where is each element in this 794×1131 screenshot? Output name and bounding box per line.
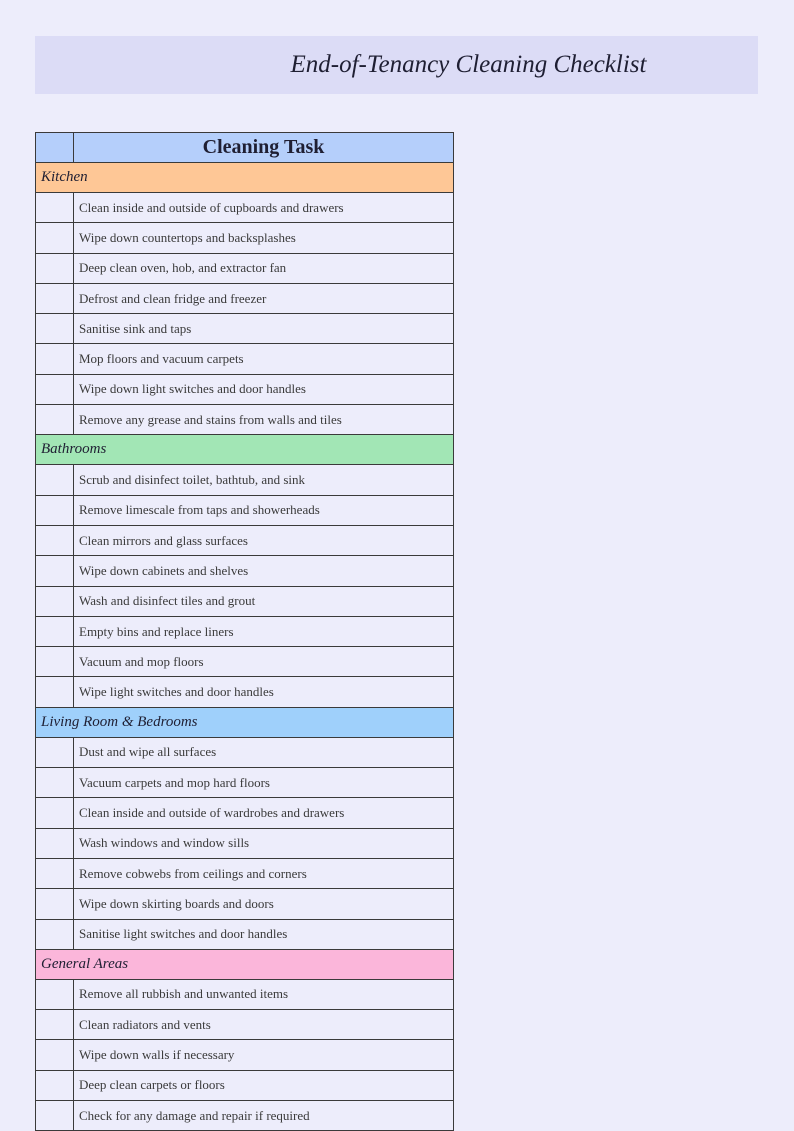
task-cell: Deep clean oven, hob, and extractor fan [74, 253, 454, 283]
checkbox-cell[interactable] [36, 889, 74, 919]
checkbox-cell[interactable] [36, 525, 74, 555]
checkbox-cell[interactable] [36, 253, 74, 283]
table-row [36, 768, 454, 798]
task-cell: Wipe down walls if necessary [74, 1040, 454, 1070]
title-banner [35, 36, 758, 94]
table-row [36, 979, 454, 1009]
task-cell: Wipe down light switches and door handles [74, 374, 454, 404]
checkbox-cell[interactable] [36, 344, 74, 374]
checkbox-cell[interactable] [36, 1010, 74, 1040]
checkbox-cell[interactable] [36, 405, 74, 435]
checkbox-cell[interactable] [36, 495, 74, 525]
table-row [36, 1010, 454, 1040]
checkbox-cell[interactable] [36, 737, 74, 767]
section-heading: General Areas [36, 949, 454, 979]
table-row [36, 798, 454, 828]
section-heading: Kitchen [36, 163, 454, 193]
table-row [36, 677, 454, 707]
task-cell: Deep clean carpets or floors [74, 1070, 454, 1100]
checkbox-cell[interactable] [36, 858, 74, 888]
table-row [36, 283, 454, 313]
task-cell: Vacuum and mop floors [74, 647, 454, 677]
task-cell: Sanitise light switches and door handles [74, 919, 454, 949]
task-cell: Clean inside and outside of wardrobes and drawers [74, 798, 454, 828]
task-cell: Check for any damage and repair if required [74, 1101, 454, 1131]
table-row [36, 465, 454, 495]
task-cell: Empty bins and replace liners [74, 616, 454, 646]
table-row [36, 525, 454, 555]
table-row [36, 616, 454, 646]
task-cell: Wipe down skirting boards and doors [74, 889, 454, 919]
table-row [36, 223, 454, 253]
task-cell: Remove any grease and stains from walls and tiles [74, 405, 454, 435]
task-cell: Remove cobwebs from ceilings and corners [74, 858, 454, 888]
section-row [36, 163, 454, 193]
table-row [36, 1101, 454, 1131]
task-cell: Vacuum carpets and mop hard floors [74, 768, 454, 798]
page-title: End-of-Tenancy Cleaning Checklist [290, 51, 647, 78]
checkbox-cell[interactable] [36, 677, 74, 707]
section-row [36, 707, 454, 737]
table-header-row [36, 133, 454, 163]
table-row [36, 919, 454, 949]
checkbox-cell[interactable] [36, 586, 74, 616]
table-row [36, 344, 454, 374]
checkbox-cell[interactable] [36, 1040, 74, 1070]
checkbox-cell[interactable] [36, 283, 74, 313]
section-row [36, 949, 454, 979]
section-heading: Bathrooms [36, 435, 454, 465]
table-row [36, 253, 454, 283]
checkbox-cell[interactable] [36, 223, 74, 253]
task-cell: Remove all rubbish and unwanted items [74, 979, 454, 1009]
checkbox-cell[interactable] [36, 374, 74, 404]
table-row [36, 1040, 454, 1070]
checkbox-cell[interactable] [36, 798, 74, 828]
table-row [36, 556, 454, 586]
checkbox-cell[interactable] [36, 979, 74, 1009]
table-row [36, 737, 454, 767]
table-row [36, 1070, 454, 1100]
table-row [36, 647, 454, 677]
task-cell: Clean radiators and vents [74, 1010, 454, 1040]
task-cell: Scrub and disinfect toilet, bathtub, and sink [74, 465, 454, 495]
checkbox-cell[interactable] [36, 768, 74, 798]
table-row [36, 374, 454, 404]
table-row [36, 586, 454, 616]
checklist-body [36, 163, 454, 1131]
checkbox-column-header [36, 133, 74, 163]
checkbox-cell[interactable] [36, 314, 74, 344]
checkbox-cell[interactable] [36, 556, 74, 586]
table-row [36, 889, 454, 919]
checklist-table [35, 132, 454, 1131]
task-cell: Wash windows and window sills [74, 828, 454, 858]
checkbox-cell[interactable] [36, 193, 74, 223]
task-cell: Clean inside and outside of cupboards and drawers [74, 193, 454, 223]
task-cell: Clean mirrors and glass surfaces [74, 525, 454, 555]
task-cell: Wipe light switches and door handles [74, 677, 454, 707]
task-cell: Defrost and clean fridge and freezer [74, 283, 454, 313]
table-row [36, 314, 454, 344]
checkbox-cell[interactable] [36, 828, 74, 858]
task-cell: Wipe down cabinets and shelves [74, 556, 454, 586]
section-row [36, 435, 454, 465]
task-cell: Remove limescale from taps and showerheads [74, 495, 454, 525]
checkbox-cell[interactable] [36, 647, 74, 677]
table-row [36, 405, 454, 435]
checkbox-cell[interactable] [36, 1101, 74, 1131]
checkbox-cell[interactable] [36, 465, 74, 495]
checkbox-cell[interactable] [36, 616, 74, 646]
task-cell: Mop floors and vacuum carpets [74, 344, 454, 374]
checkbox-cell[interactable] [36, 1070, 74, 1100]
task-cell: Sanitise sink and taps [74, 314, 454, 344]
section-heading: Living Room & Bedrooms [36, 707, 454, 737]
table-row [36, 495, 454, 525]
task-cell: Dust and wipe all surfaces [74, 737, 454, 767]
task-cell: Wash and disinfect tiles and grout [74, 586, 454, 616]
table-row [36, 193, 454, 223]
table-row [36, 828, 454, 858]
checkbox-cell[interactable] [36, 919, 74, 949]
table-row [36, 858, 454, 888]
cleaning-task-header: Cleaning Task [74, 133, 454, 163]
task-cell: Wipe down countertops and backsplashes [74, 223, 454, 253]
